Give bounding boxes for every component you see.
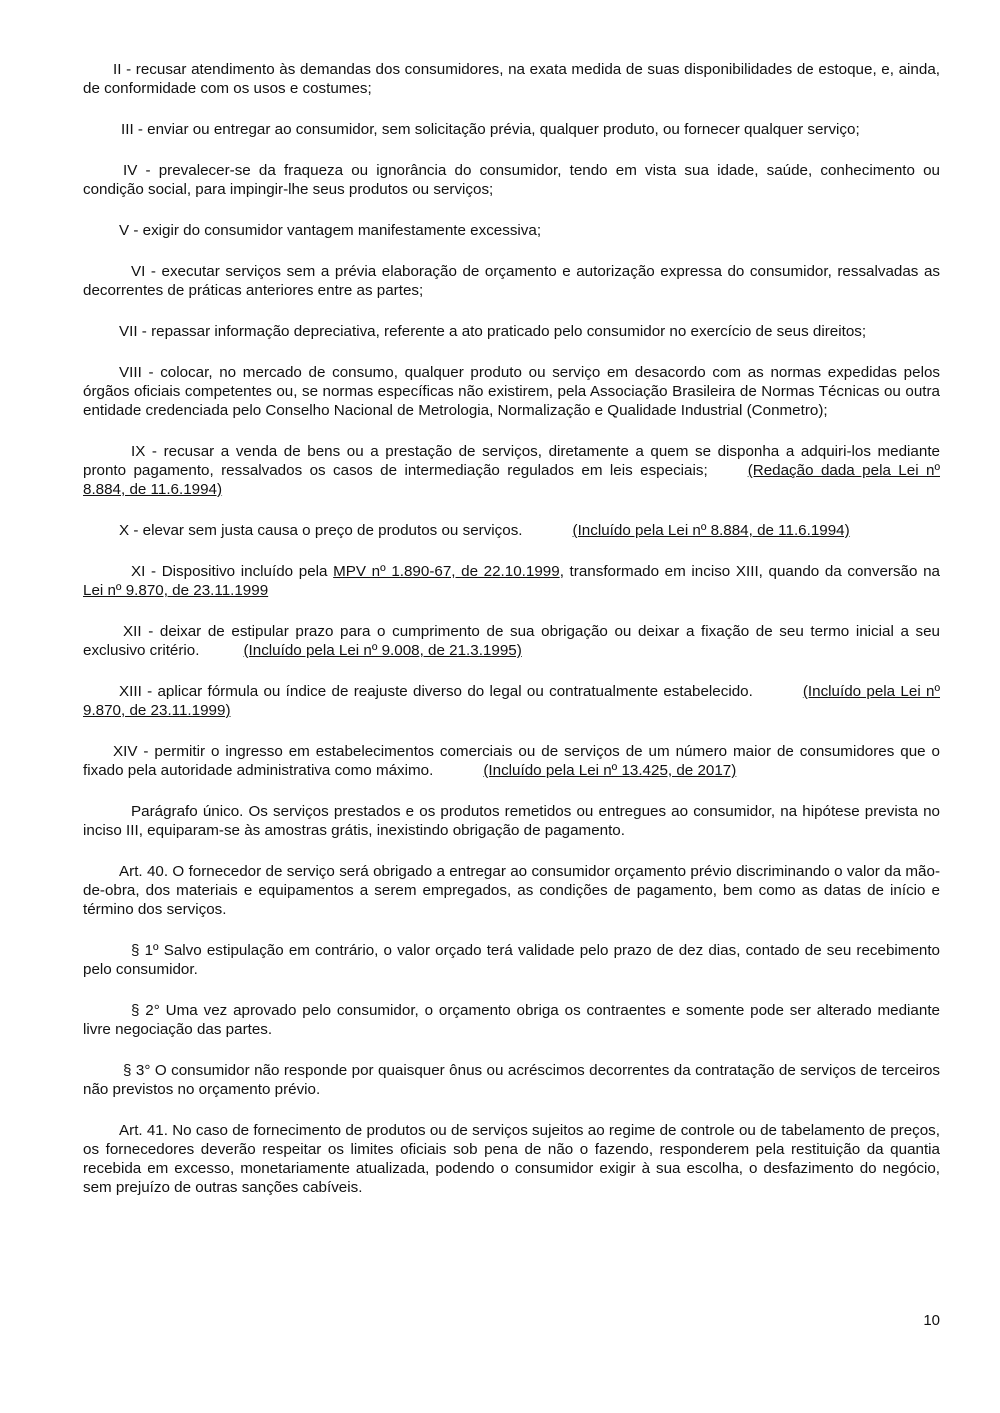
law-reference-link[interactable]: Lei nº 9.870, de 23.11.1999 [83, 582, 269, 599]
paragraph-inciso-xiii [83, 682, 940, 720]
paragraph-text: XI - Dispositivo incluído pela [131, 563, 328, 580]
paragraph-text: § 3° O consumidor não responde por quaisquer ônus ou acréscimos decorrentes da contratação de serviços de terceiros não previstos no orçamento prévio. [83, 1062, 940, 1098]
paragraph-inciso-xii [83, 622, 940, 660]
paragraph-text: XIV - permitir o ingresso em estabelecimentos comerciais ou de serviços de um número maior de consumidores que o fixado pela autoridade administrativa como máximo. [83, 743, 940, 779]
document-page [83, 60, 940, 1219]
paragraph-inciso-vii [83, 322, 940, 341]
paragraph-inciso-iii [83, 120, 940, 139]
paragraph-inciso-v [83, 221, 940, 240]
paragraph-text: IX - recusar a venda de bens ou a prestação de serviços, diretamente a quem se disponha a adquiri-los mediante pronto pagamento, ressalvados os casos de intermediação regulados em leis especiais; [83, 443, 940, 479]
paragraph-inciso-xiv [83, 742, 940, 780]
paragraph-text: IV - prevalecer-se da fraqueza ou ignorância do consumidor, tendo em vista sua idade, saúde, conhecimento ou condição social, para impingir-lhe seus produtos ou serviços; [83, 162, 940, 198]
article-40 [83, 862, 940, 919]
paragraph-unico [83, 802, 940, 840]
paragraph-inciso-iv [83, 161, 940, 199]
paragraph-inciso-xi [83, 562, 940, 600]
paragraph-text: § 1º Salvo estipulação em contrário, o valor orçado terá validade pelo prazo de dez dias, contado de seu recebimento pelo consumidor. [83, 942, 940, 978]
paragraph-text: Parágrafo único. Os serviços prestados e os produtos remetidos ou entregues ao consumidor, na hipótese prevista no inciso III, equiparam-se às amostras grátis, inexistindo obrigação de pagamento. [83, 803, 940, 839]
paragraph-text: VII - repassar informação depreciativa, referente a ato praticado pelo consumidor no exercício de seus direitos; [119, 323, 867, 340]
mpv-reference-link[interactable]: MPV nº 1.890-67, de 22.10.1999 [333, 563, 560, 580]
paragraph-text: VIII - colocar, no mercado de consumo, qualquer produto ou serviço em desacordo com as normas expedidas pelos órgãos oficiais competentes ou, se normas específicas não existirem, pela Associação Brasileira de Normas Técnicas ou outra entidade credenciada pelo Conselho Nacional de Metrologia, Normalização e Qualidade Industrial (Conmetro); [83, 364, 940, 419]
paragraph-inciso-x [83, 521, 940, 540]
law-reference-link[interactable]: (Incluído pela Lei nº 13.425, de 2017) [483, 762, 737, 779]
article-40-paragraph-2 [83, 1001, 940, 1039]
paragraph-inciso-ix [83, 442, 940, 499]
paragraph-text: III - enviar ou entregar ao consumidor, sem solicitação prévia, qualquer produto, ou fornecer qualquer serviço; [121, 121, 860, 138]
paragraph-text: , transformado em inciso XIII, quando da conversão na [559, 563, 940, 580]
article-40-paragraph-1 [83, 941, 940, 979]
paragraph-inciso-viii [83, 363, 940, 420]
law-reference-link[interactable]: (Incluído pela Lei nº 8.884, de 11.6.1994) [572, 522, 850, 539]
article-40-paragraph-3 [83, 1061, 940, 1099]
paragraph-inciso-vi [83, 262, 940, 300]
paragraph-text: XII - deixar de estipular prazo para o cumprimento de sua obrigação ou deixar a fixação de seu termo inicial a seu exclusivo critério. [83, 623, 940, 659]
paragraph-text: II - recusar atendimento às demandas dos consumidores, na exata medida de suas disponibilidades de estoque, e, ainda, de conformidade com os usos e costumes; [83, 61, 940, 97]
paragraph-text: Art. 41. No caso de fornecimento de produtos ou de serviços sujeitos ao regime de controle ou de tabelamento de preços, os fornecedores deverão respeitar os limites oficiais sob pena de não o fazendo, responderem pela restituição da quantia recebida em excesso, monetariamente atualizada, podendo o consumidor exigir à sua escolha, o desfazimento do negócio, sem prejuízo de outras sanções cabíveis. [83, 1122, 940, 1196]
law-reference-link[interactable]: (Incluído pela Lei nº 9.870, de 23.11.1999) [83, 683, 940, 719]
paragraph-inciso-ii [83, 60, 940, 98]
article-41 [83, 1121, 940, 1197]
paragraph-text: Art. 40. O fornecedor de serviço será obrigado a entregar ao consumidor orçamento prévio discriminando o valor da mão-de-obra, dos materiais e equipamentos a serem empregados, as condições de pagamento, bem como as datas de início e término dos serviços. [83, 863, 940, 918]
law-reference-link[interactable]: (Redação dada pela Lei nº 8.884, de 11.6.1994) [83, 462, 940, 498]
paragraph-text: X - elevar sem justa causa o preço de produtos ou serviços. [119, 522, 523, 539]
paragraph-text: § 2° Uma vez aprovado pelo consumidor, o orçamento obriga os contraentes e somente pode ser alterado mediante livre negociação das partes. [83, 1002, 940, 1038]
paragraph-text: VI - executar serviços sem a prévia elaboração de orçamento e autorização expressa do consumidor, ressalvadas as decorrentes de práticas anteriores entre as partes; [83, 263, 940, 299]
paragraph-text: XIII - aplicar fórmula ou índice de reajuste diverso do legal ou contratualmente estabelecido. [119, 683, 753, 700]
paragraph-text: V - exigir do consumidor vantagem manifestamente excessiva; [119, 222, 542, 239]
page-number: 10 [923, 1312, 940, 1329]
law-reference-link[interactable]: (Incluído pela Lei nº 9.008, de 21.3.1995) [243, 642, 522, 659]
